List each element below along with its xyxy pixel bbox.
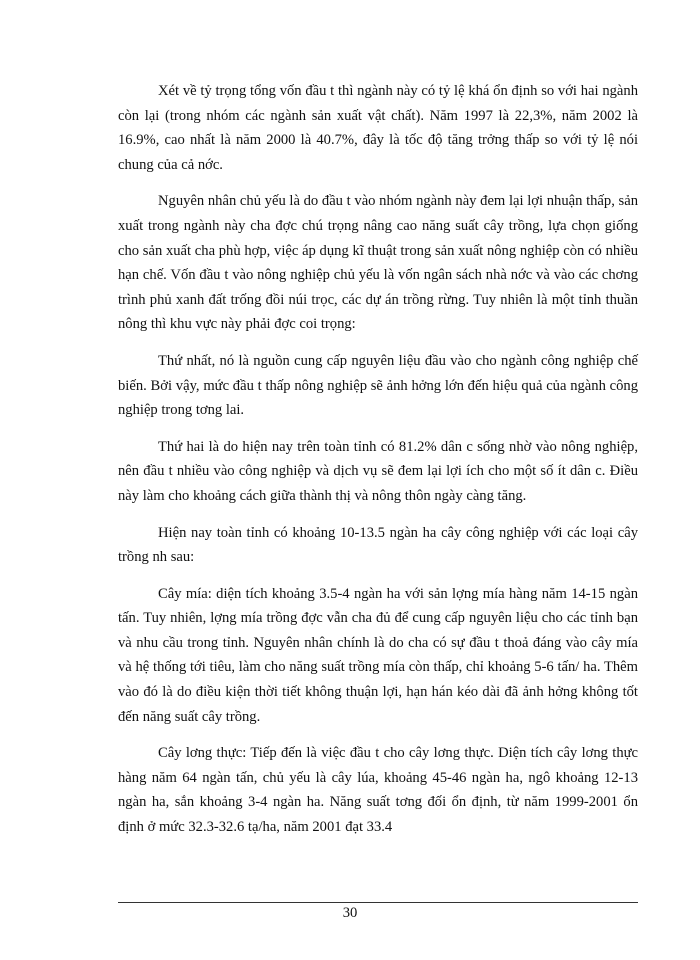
paragraph-investment-share: Xét về tỷ trọng tổng vốn đầu t thì ngành này có tỷ lệ khá ổn định so với hai ngành còn lại (trong nhóm các ngành sản xuất vật chất). Năm 1997 là 22,3%, năm 2002 là 16.9%, cao nhất là năm 2000 là 40.7%, đây là tốc độ tăng trởng thấp so với tỷ lệ nói chung của cả nớc. xyxy=(118,83,638,173)
page-number: 30 xyxy=(342,905,358,921)
paragraph-first-reason: Thứ nhất, nó là nguồn cung cấp nguyên liệu đầu vào cho ngành công nghiệp chế biến. Bởi vậy, mức đầu t thấp nông nghiệp sẽ ảnh hởng lớn đến hiệu quả của ngành công nghiệp trong tơng lai. xyxy=(118,352,638,419)
paragraph-industrial-crops-intro: Hiện nay toàn tỉnh có khoảng 10-13.5 ngàn ha cây công nghiệp với các loại cây trồng nh sau: xyxy=(118,524,638,566)
paragraph-sugarcane: Cây mía: diện tích khoảng 3.5-4 ngàn ha với sản lợng mía hàng năm 14-15 ngàn tấn. Tuy nhiên, lợng mía trồng đợc vẫn cha đủ để cung cấp nguyên liệu cho các tỉnh bạn và nhu cầu trong tỉnh. Nguyên nhân chính là do cha có sự đầu t thoả đáng vào cây mía và hệ thống tới tiêu, làm cho năng suất trồng mía còn thấp, chỉ khoảng 5-6 tấn/ ha. Thêm vào đó là do điều kiện thời tiết không thuận lợi, hạn hán kéo dài đã ảnh hởng không tốt đến năng suất cây trồng. xyxy=(118,585,638,725)
paragraph-second-reason: Thứ hai là do hiện nay trên toàn tỉnh có 81.2% dân c sống nhờ vào nông nghiệp, nên đầu t nhiều vào công nghiệp và dịch vụ sẽ đem lại lợi ích cho một số ít dân c. Điều này làm cho khoảng cách giữa thành thị và nông thôn ngày càng tăng. xyxy=(118,438,638,504)
footer-divider xyxy=(118,902,638,903)
paragraph-main-reasons: Nguyên nhân chủ yếu là do đầu t vào nhóm ngành này đem lại lợi nhuận thấp, sản xuất trong ngành này cha đợc chú trọng nâng cao năng suất cây trồng, lựa chọn giống cho sản xuất cha phù hợp, việc áp dụng kĩ thuật trong sản xuất nông nghiệp còn có nhiều hạn chế. Vốn đầu t vào nông nghiệp chủ yếu là vốn ngân sách nhà nớc và vào các chơng trình phủ xanh đất trống đồi núi trọc, các dự án trồng rừng. Tuy nhiên là một tỉnh thuần nông thì khu vực này phải đợc coi trọng: xyxy=(118,193,638,333)
document-body xyxy=(118,79,638,852)
paragraph-food-crops: Cây lơng thực: Tiếp đến là việc đầu t cho cây lơng thực. Diện tích cây lơng thực hàng năm 64 ngàn tấn, chủ yếu là cây lúa, khoảng 45-46 ngàn ha, ngô khoảng 12-13 ngàn ha, sắn khoảng 3-4 ngàn ha. Năng suất tơng đối ổn định, từ năm 1999-2001 ổn định ở mức 32.3-32.6 tạ/ha, năm 2001 đạt 33.4 xyxy=(118,745,638,836)
